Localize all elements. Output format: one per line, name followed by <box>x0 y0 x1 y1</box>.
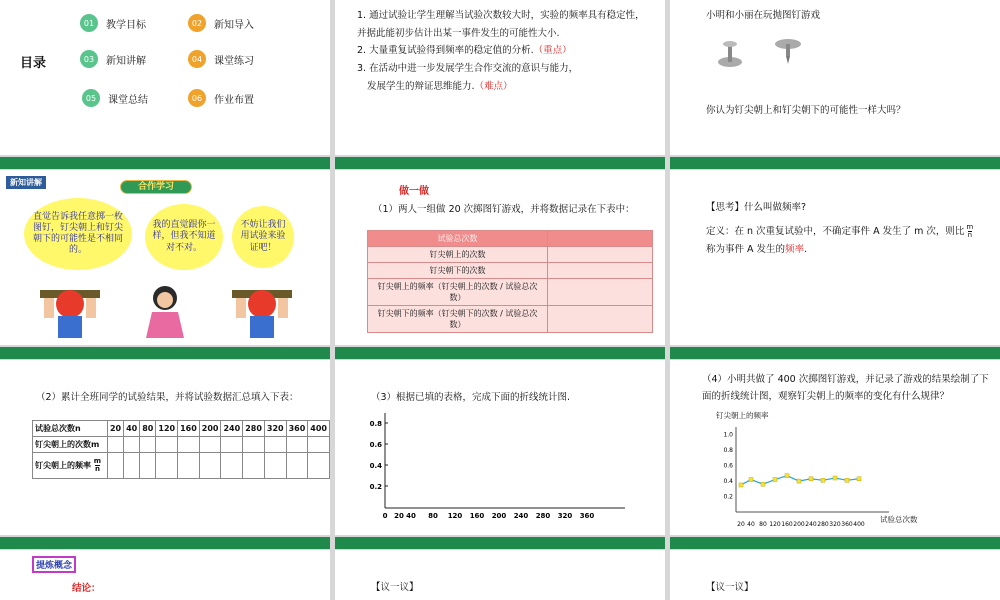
table-cell[interactable] <box>548 306 653 333</box>
summary-intro: （2）累计全班同学的试验结果，并将试验数据汇总填入下表： <box>36 392 299 403</box>
count-cell: 80 <box>140 421 156 437</box>
data-point <box>821 478 825 482</box>
toc-number: 02 <box>188 14 206 32</box>
definition-line-1 <box>706 224 973 239</box>
y-tick-label: 0.6 <box>369 441 382 449</box>
slide-concept[interactable] <box>0 550 330 600</box>
slide-discuss-1[interactable] <box>335 550 665 600</box>
girl-icon <box>140 280 190 340</box>
slide-empty-chart[interactable] <box>335 360 665 535</box>
data-point <box>857 477 861 481</box>
toc-item-1[interactable] <box>80 14 146 32</box>
data-point <box>845 478 849 482</box>
x-tick-label: 280 <box>535 512 551 518</box>
fraction-numerator: m <box>966 223 974 232</box>
boy-icon <box>232 280 292 340</box>
y-tick-label: 1.0 <box>723 431 733 439</box>
green-divider <box>335 157 665 169</box>
x-tick-label: 200 <box>491 512 507 518</box>
x-tick-label: 160 <box>781 521 793 528</box>
slide-definition[interactable] <box>670 170 1000 345</box>
green-divider <box>0 157 330 169</box>
table-cell[interactable] <box>286 453 308 479</box>
green-divider <box>670 157 1000 169</box>
table-cell[interactable] <box>124 453 140 479</box>
table-cell[interactable] <box>308 453 330 479</box>
table-row-label: 试验总次数 <box>368 231 548 247</box>
table-cell[interactable] <box>548 279 653 306</box>
x-tick-label: 80 <box>759 521 767 528</box>
intro-line-1: 小明和小丽在玩抛图钉游戏 <box>706 10 821 21</box>
fraction-m-over-n <box>94 458 101 473</box>
x-axis-label: 试验总次数 <box>880 515 918 524</box>
table-cell[interactable] <box>243 453 265 479</box>
speech-bubble-2: 我的直觉跟你一样，但我不知道对不对。 <box>145 204 223 270</box>
discuss-label: 【议一议】 <box>706 582 754 593</box>
toc-number: 03 <box>80 50 98 68</box>
table-cell[interactable] <box>156 453 178 479</box>
table-header: 试验总次数n <box>33 421 108 437</box>
toc-title: 目录 <box>20 56 47 71</box>
table-cell[interactable] <box>548 231 653 247</box>
slide-objectives[interactable] <box>335 0 665 155</box>
x-tick-label: 20 <box>737 521 745 528</box>
data-point <box>785 474 789 478</box>
chart-intro-2: 面的折线统计图，观察钉尖朝上的频率的变化有什么规律？ <box>702 391 950 402</box>
table-cell[interactable] <box>308 437 330 453</box>
table-cell[interactable] <box>264 437 286 453</box>
chart-intro-1: （4）小明共做了 400 次掷图钉游戏，并记录了游戏的结果绘制了下 <box>702 374 989 385</box>
count-cell: 280 <box>243 421 265 437</box>
row-label <box>33 453 108 479</box>
slide-intro[interactable] <box>670 0 1000 155</box>
x-tick-label: 240 <box>805 521 817 528</box>
count-cell: 400 <box>308 421 330 437</box>
y-tick-label: 0.6 <box>723 462 733 470</box>
definition-text: 定义：在 n 次重复试验中，不确定事件 A 发生了 m 次，则比 <box>706 226 965 237</box>
table-cell[interactable] <box>264 453 286 479</box>
count-cell: 40 <box>124 421 140 437</box>
banner: 合作学习 <box>120 180 192 194</box>
toc-label: 新知讲解 <box>106 55 146 67</box>
table-row-label: 钉尖朝下的次数 <box>368 263 548 279</box>
toc-item-3[interactable] <box>80 50 146 68</box>
x-tick-label: 40 <box>747 521 755 528</box>
frequency-term: 频率 <box>785 244 805 255</box>
difficulty-tag: （难点） <box>474 81 513 92</box>
x-tick-label: 160 <box>469 512 485 518</box>
table-cell[interactable] <box>199 453 221 479</box>
chart-intro: （3）根据已填的表格，完成下面的折线统计图. <box>371 392 571 403</box>
x-tick-label: 360 <box>841 521 853 528</box>
slide-cooperative[interactable] <box>0 170 330 345</box>
y-tick-label: 0.2 <box>723 493 733 501</box>
table-cell[interactable] <box>156 437 178 453</box>
green-divider <box>670 537 1000 549</box>
x-tick-label: 20 <box>394 512 404 518</box>
slide-frequency-chart[interactable] <box>670 360 1000 535</box>
y-tick-label: 0.4 <box>723 478 733 486</box>
row-label: 钉尖朝上的次数m <box>33 437 108 453</box>
table-cell[interactable] <box>221 437 243 453</box>
toc-item-6[interactable] <box>188 89 254 107</box>
table-cell[interactable] <box>178 437 200 453</box>
toc-label: 课堂练习 <box>214 55 254 67</box>
intro-line-2: 你认为钉尖朝上和钉尖朝下的可能性一样大吗？ <box>706 105 906 116</box>
x-tick-label: 240 <box>513 512 529 518</box>
count-cell: 240 <box>221 421 243 437</box>
x-tick-label: 320 <box>557 512 573 518</box>
data-point <box>761 482 765 486</box>
green-divider <box>335 347 665 359</box>
y-tick-label: 0.2 <box>369 483 382 491</box>
definition-text: 称为事件 A 发生的 <box>706 244 786 255</box>
fraction-denominator: n <box>94 465 100 473</box>
slide-activity[interactable] <box>335 170 665 345</box>
y-tick-label: 0.4 <box>369 462 382 470</box>
table-row-label: 钉尖朝上的频率（钉尖朝上的次数 / 试验总次数） <box>368 279 548 306</box>
summary-table <box>32 420 330 479</box>
x-tick-label: 320 <box>829 521 841 528</box>
table-cell[interactable] <box>243 437 265 453</box>
data-point <box>773 478 777 482</box>
x-tick-label: 400 <box>853 521 865 528</box>
toc-number: 06 <box>188 89 206 107</box>
activity-intro: （1）两人一组做 20 次掷图钉游戏，并将数据记录在下表中： <box>373 204 635 215</box>
definition-line-2 <box>706 242 807 257</box>
x-tick-label: 120 <box>769 521 781 528</box>
x-tick-label: 80 <box>428 512 438 518</box>
objective-line-1: 1. 通过试验让学生理解当试验次数较大时，实验的频率具有稳定性， <box>357 10 645 21</box>
slide-discuss-2[interactable] <box>670 550 1000 600</box>
toc-item-2[interactable] <box>188 14 254 32</box>
toc-item-5[interactable] <box>82 89 148 107</box>
fraction-m-over-n <box>966 224 973 239</box>
count-cell: 360 <box>286 421 308 437</box>
key-point-tag: （重点） <box>533 45 572 56</box>
green-divider <box>0 537 330 549</box>
thumbtack-image <box>710 32 820 72</box>
table-cell[interactable] <box>140 453 156 479</box>
data-point <box>833 476 837 480</box>
conclusion-label: 结论： <box>72 583 101 594</box>
x-tick-label: 120 <box>447 512 463 518</box>
objective-line-2: 并据此能初步估计出某一事件发生的可能性大小. <box>357 28 560 39</box>
objective-line-4: 3. 在活动中进一步发展学生合作交流的意识与能力， <box>357 63 579 74</box>
data-point <box>749 478 753 482</box>
count-cell: 200 <box>199 421 221 437</box>
table-cell[interactable] <box>199 437 221 453</box>
toc-number: 04 <box>188 50 206 68</box>
x-tick-label: 360 <box>579 512 595 518</box>
table-cell[interactable] <box>286 437 308 453</box>
fraction-numerator: m <box>93 457 102 465</box>
table-cell[interactable] <box>221 453 243 479</box>
section-badge: 新知讲解 <box>6 176 46 189</box>
y-axis-label: 钉尖朝上的频率 <box>716 411 769 420</box>
green-divider <box>335 537 665 549</box>
x-tick-label: 40 <box>406 512 416 518</box>
frequency-line-chart <box>714 422 894 532</box>
table-cell[interactable] <box>178 453 200 479</box>
toc-item-4[interactable] <box>188 50 254 68</box>
data-point <box>739 483 743 487</box>
toc-label: 作业布置 <box>214 94 254 106</box>
toc-number: 01 <box>80 14 98 32</box>
toc-label: 课堂总结 <box>108 94 148 106</box>
objective-text: 2. 大量重复试验得到频率的稳定值的分析. <box>357 45 534 56</box>
activity-heading: 做一做 <box>399 186 429 197</box>
x-tick-label: 0 <box>382 512 388 518</box>
discuss-label: 【议一议】 <box>371 582 419 593</box>
toc-label: 教学目标 <box>106 19 146 31</box>
x-tick-label: 280 <box>817 521 829 528</box>
concept-badge: 提炼概念 <box>32 556 76 573</box>
toc-label: 新知导入 <box>214 19 254 31</box>
data-point <box>809 477 813 481</box>
period: . <box>804 244 808 255</box>
green-divider <box>0 347 330 359</box>
data-point <box>797 479 801 483</box>
y-tick-label: 0.8 <box>723 447 733 455</box>
objective-line-3 <box>357 43 572 58</box>
count-cell: 320 <box>264 421 286 437</box>
slide-class-summary[interactable] <box>0 360 330 535</box>
count-cell: 120 <box>156 421 178 437</box>
x-tick-label: 200 <box>793 521 805 528</box>
table-cell[interactable] <box>107 437 123 453</box>
count-cell: 20 <box>107 421 123 437</box>
empty-line-chart <box>365 408 635 518</box>
count-cell: 160 <box>178 421 200 437</box>
table-cell[interactable] <box>124 437 140 453</box>
green-divider <box>670 347 1000 359</box>
row-label-text: 钉尖朝上的频率 <box>35 461 91 470</box>
objective-line-5 <box>367 79 513 94</box>
table-cell[interactable] <box>548 263 653 279</box>
boy-icon <box>40 280 100 340</box>
y-tick-label: 0.8 <box>369 420 382 428</box>
fraction-denominator: n <box>967 231 973 240</box>
speech-bubble-3: 不妨让我们用试验来验证吧！ <box>232 206 294 268</box>
table-cell[interactable] <box>107 453 123 479</box>
table-row-label: 钉尖朝上的次数 <box>368 247 548 263</box>
table-cell[interactable] <box>548 247 653 263</box>
table-cell[interactable] <box>140 437 156 453</box>
speech-bubble-1: 直觉告诉我任意掷一枚图钉，钉尖朝上和钉尖朝下的可能性是不相同的。 <box>24 198 132 270</box>
table-row-label: 钉尖朝下的频率（钉尖朝下的次数 / 试验总次数） <box>368 306 548 333</box>
toc-number: 05 <box>82 89 100 107</box>
record-table <box>367 230 653 333</box>
objective-text: 发展学生的辩证思维能力. <box>367 81 475 92</box>
think-question: 【思考】什么叫做频率? <box>706 202 807 213</box>
slide-toc[interactable] <box>0 0 330 155</box>
